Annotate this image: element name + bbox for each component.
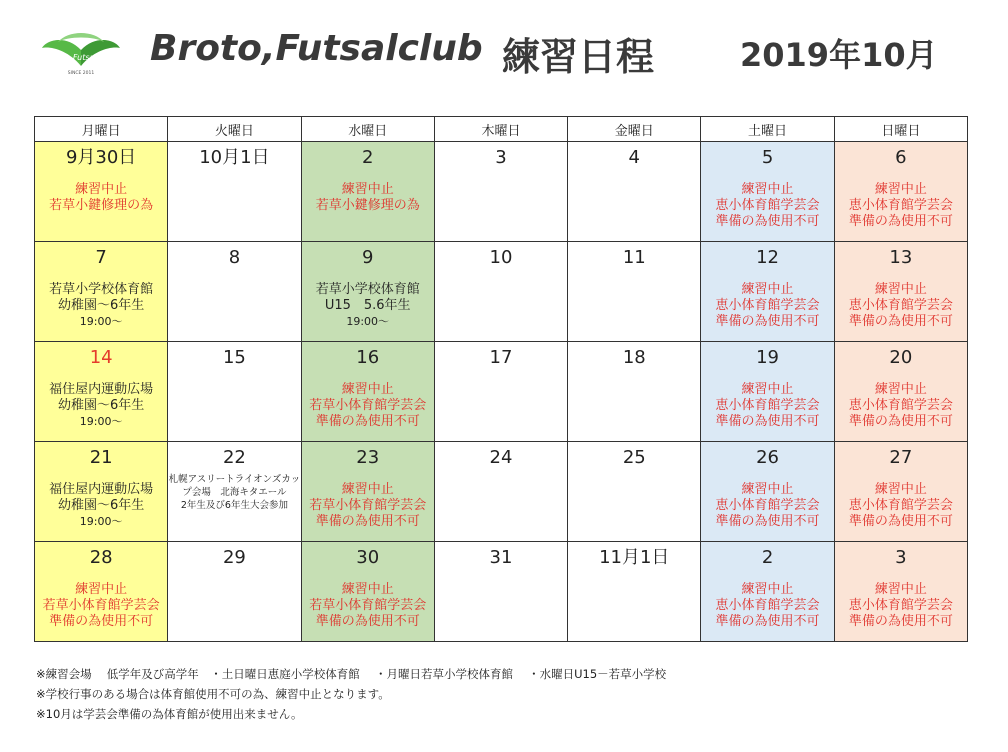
day-note: 恵小体育館学芸会 [848,198,953,213]
svg-text:Broto Futsalclub: Broto Futsalclub [48,53,114,62]
day-note: U15 5.6年生 [324,298,411,313]
club-name: Broto,Futsalclub [150,28,483,69]
day-note: 恵小体育館学芸会 [715,298,820,313]
calendar-day-cell [301,542,434,642]
day-number: 22 [222,447,246,468]
day-number: 11 [622,247,646,268]
calendar-day-cell [168,342,301,442]
day-note: 準備の為使用不可 [715,214,820,229]
day-note: 恵小体育館学芸会 [848,298,953,313]
calendar-day-cell [168,242,301,342]
calendar-day-cell [35,342,168,442]
day-note: 練習中止 [874,582,927,597]
club-logo-icon [38,20,124,80]
day-note: 練習中止 [75,582,128,597]
day-number: 9月30日 [65,147,137,168]
day-note: 準備の為使用不可 [715,514,820,529]
calendar-day-cell [701,142,834,242]
day-note: 準備の為使用不可 [315,514,420,529]
svg-text:SINCE 2011: SINCE 2011 [67,71,95,76]
day-number: 15 [222,347,246,368]
day-note: 準備の為使用不可 [848,514,953,529]
month-label: 2019年10月 [740,36,938,74]
calendar-day-cell [301,142,434,242]
day-number: 31 [489,547,513,568]
day-note: 福住屋内運動広場 [49,382,154,397]
day-note: 練習中止 [874,482,927,497]
day-number: 19 [756,347,779,368]
calendar-day-cell [834,142,967,242]
day-note: 恵小体育館学芸会 [715,398,820,413]
day-note: 練習中止 [874,382,927,397]
day-number: 10月1日 [199,147,270,168]
day-note: 19:00～ [79,415,123,428]
weekday-header: 日曜日 [834,117,967,142]
day-number: 26 [756,447,779,468]
day-note: プ会場 北海キタエール [182,487,287,498]
calendar-day-cell [834,442,967,542]
day-number: 28 [89,547,113,568]
day-note: 幼稚園～6年生 [58,498,145,513]
calendar-day-cell [168,442,301,542]
day-note: 幼稚園～6年生 [58,298,145,313]
calendar-day-cell [568,342,701,442]
footer-note: ※練習会場 低学年及び高学年 ・土日曜日恵庭小学校体育館 ・月曜日若草小学校体育館 ・水曜日U15－若草小学校 [36,667,667,681]
day-note: 2年生及び6年生大会参加 [180,500,288,511]
calendar-day-cell [834,542,967,642]
calendar-day-cell [701,342,834,442]
day-note: 準備の為使用不可 [848,214,953,229]
day-note: 札幌アスリートライオンズカッ [168,474,301,485]
day-note: 練習中止 [341,582,394,597]
day-note: 練習中止 [741,482,794,497]
day-note: 練習中止 [741,182,794,197]
calendar-week-row [35,242,968,342]
day-note: 練習中止 [741,282,794,297]
calendar-day-cell [434,342,567,442]
day-note: 若草小鍵修理の為 [49,198,154,213]
day-note: 練習中止 [75,182,128,197]
calendar-day-cell [301,342,434,442]
day-number: 10 [489,247,513,268]
weekday-header: 火曜日 [168,117,301,142]
day-number: 12 [756,247,779,268]
day-number: 27 [889,447,913,468]
weekday-header: 木曜日 [434,117,567,142]
day-note: 準備の為使用不可 [715,414,820,429]
day-note: 恵小体育館学芸会 [715,498,820,513]
schedule-title: 練習日程 [502,35,655,79]
calendar-day-cell [701,442,834,542]
weekday-header: 月曜日 [35,117,168,142]
calendar-day-cell [568,142,701,242]
day-number: 8 [228,247,241,268]
day-note: 若草小体育館学芸会 [309,398,427,413]
calendar-day-cell [434,142,567,242]
calendar-day-cell [35,542,168,642]
calendar-day-cell [168,542,301,642]
day-note: 若草小体育館学芸会 [309,598,427,613]
day-number: 14 [89,347,113,368]
day-number: 2 [361,147,374,168]
day-number: 25 [622,447,646,468]
day-number: 24 [489,447,513,468]
day-note: 練習中止 [741,382,794,397]
club-logo [38,20,124,80]
day-number: 18 [622,347,646,368]
page-header [0,0,1008,108]
day-number: 21 [89,447,113,468]
day-note: 恵小体育館学芸会 [715,598,820,613]
day-number: 17 [489,347,513,368]
weekday-header: 水曜日 [301,117,434,142]
day-number: 3 [495,147,507,168]
day-number: 29 [222,547,246,568]
day-number: 9 [361,247,374,268]
footer-note: ※学校行事のある場合は体育館使用不可の為、練習中止となります。 [36,687,390,701]
day-number: 30 [356,547,380,568]
day-number: 16 [356,347,380,368]
day-note: 練習中止 [341,382,394,397]
calendar-day-cell [301,242,434,342]
weekday-header-row [35,117,968,142]
day-number: 23 [356,447,380,468]
footer-note: ※10月は学芸会準備の為体育館が使用出来ません。 [36,707,303,721]
day-number: 4 [628,147,640,168]
calendar-day-cell [35,242,168,342]
day-number: 11月1日 [599,547,670,568]
calendar-day-cell [834,242,967,342]
day-note: 若草小体育館学芸会 [42,598,160,613]
day-note: 福住屋内運動広場 [49,482,154,497]
day-note: 19:00～ [79,515,123,528]
calendar-day-cell [301,442,434,542]
day-note: 準備の為使用不可 [715,614,820,629]
day-note: 練習中止 [341,182,394,197]
day-note: 恵小体育館学芸会 [715,198,820,213]
day-number: 2 [761,547,774,568]
calendar-day-cell [35,442,168,542]
day-number: 6 [895,147,907,168]
day-note: 準備の為使用不可 [315,414,420,429]
day-note: 準備の為使用不可 [715,314,820,329]
day-note: 若草小学校体育館 [49,282,154,297]
day-note: 練習中止 [874,182,927,197]
day-note: 準備の為使用不可 [848,614,953,629]
day-note: 19:00～ [346,315,390,328]
calendar-day-cell [168,142,301,242]
calendar-day-cell [701,542,834,642]
calendar-day-cell [568,542,701,642]
calendar-day-cell [434,442,567,542]
day-note: 準備の為使用不可 [848,414,953,429]
calendar-day-cell [568,442,701,542]
calendar-day-cell [568,242,701,342]
day-number: 20 [889,347,913,368]
day-note: 若草小体育館学芸会 [309,498,427,513]
calendar-week-row [35,142,968,242]
calendar-day-cell [434,242,567,342]
day-note: 19:00～ [79,315,123,328]
day-note: 準備の為使用不可 [49,614,154,629]
calendar-day-cell [35,142,168,242]
day-note: 若草小鍵修理の為 [315,198,420,213]
day-note: 恵小体育館学芸会 [848,398,953,413]
footer-notes [36,664,986,724]
day-note: 準備の為使用不可 [848,314,953,329]
calendar-day-cell [701,242,834,342]
calendar-week-row [35,542,968,642]
day-number: 5 [761,147,774,168]
day-note: 幼稚園～6年生 [58,398,145,413]
day-number: 3 [895,547,907,568]
day-note: 恵小体育館学芸会 [848,498,953,513]
weekday-header: 土曜日 [701,117,834,142]
calendar-body [35,142,968,642]
day-note: 練習中止 [874,282,927,297]
calendar-day-cell [434,542,567,642]
practice-calendar [34,116,968,642]
calendar-week-row [35,442,968,542]
day-note: 練習中止 [741,582,794,597]
calendar-day-cell [834,342,967,442]
calendar-week-row [35,342,968,442]
day-note: 練習中止 [341,482,394,497]
weekday-header: 金曜日 [568,117,701,142]
day-note: 若草小学校体育館 [315,282,420,297]
day-note: 準備の為使用不可 [315,614,420,629]
day-number: 7 [95,247,107,268]
day-number: 13 [889,247,913,268]
day-note: 恵小体育館学芸会 [848,598,953,613]
